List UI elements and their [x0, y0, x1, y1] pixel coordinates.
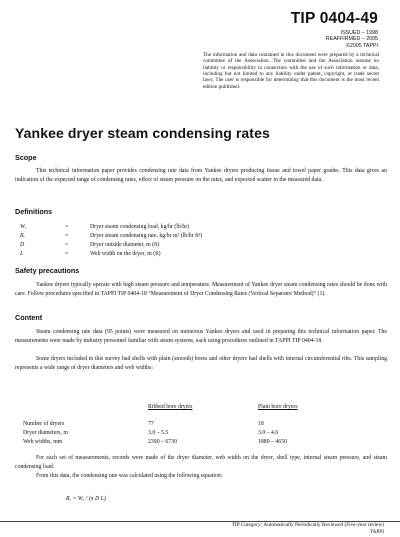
issued-date: ISSUED – 1998	[340, 30, 378, 36]
content-paragraph-1: Steam condensing rate data (95 points) were measured on numerous Yankee dryers and used in preparing this technical information paper. The measurements were made by industry personnel familiar with steam systems, each using procedures outlined in TAPPI TIP 0404-18.	[15, 329, 387, 344]
plain-value: 1880 – 4650	[258, 439, 287, 445]
definition-symbol: Rₑ	[20, 232, 26, 239]
definition-row	[20, 241, 320, 250]
definition-text: Dryer steam condensing rate, kg/hr m² (lb/hr ft²)	[90, 232, 203, 239]
plain-value: 18	[258, 421, 264, 427]
ribbed-value: 2390 – 6730	[148, 439, 177, 445]
definitions-list	[20, 223, 320, 259]
column-header-ribbed: Ribbed bore dryers	[148, 404, 193, 410]
definition-text: Dryer outside diameter, m (ft)	[90, 241, 160, 248]
reaffirmed-date: REAFFIRMED – 2005	[325, 36, 378, 43]
document-title: Yankee dryer steam condensing rates	[15, 125, 270, 141]
definition-text: Web width on the dryer, m (ft)	[90, 250, 161, 257]
category-value: Automatically Periodically Reviewed (Five-year review)	[263, 522, 384, 528]
definition-equals: =	[65, 241, 69, 248]
disclaimer-text: The information and data contained in this document were prepared by a technical committee of the Association. The committee and the Association assume no liability or responsibility in connection with the use of such information or data, including but not limited to any liability under patent, copyright, or trade secret laws. The user is responsible for determining that this document is the most recent edition published.	[203, 52, 379, 90]
category-label: TIP Category:	[231, 522, 263, 528]
safety-text: Yankee dryers typically operate with high steam pressure and temperature. Measurement of Yankee dryer steam condensing rates should be done with care. Follow procedures specified in TAPPI TIP 0404-18 “Measurement of Dryer Condensing Rates (Vertical Separator Method)” (1).	[15, 282, 387, 297]
definition-symbol: Wₑ	[20, 224, 27, 230]
definition-equals: =	[65, 224, 69, 230]
ribbed-value: 3.0 – 5.5	[148, 430, 169, 436]
plain-value: 3.0 – 4.6	[258, 430, 279, 436]
definition-symbol: L	[20, 250, 24, 257]
tip-number: TIP 0404-49	[290, 10, 378, 27]
ribbed-value: 77	[148, 421, 154, 427]
definition-row	[20, 223, 320, 232]
definition-equals: =	[65, 232, 69, 239]
row-label: Dryer diameters, m	[23, 430, 68, 436]
definition-symbol: D	[20, 241, 25, 248]
copyright-notice: ©2005 TAPPI	[346, 42, 378, 49]
definition-equals: =	[65, 250, 69, 257]
condensing-rate-equation: Rₑ = Wₑ / (π D L)	[66, 496, 106, 502]
row-label: Number of dryers	[23, 421, 65, 427]
row-label: Web widths, mm	[23, 439, 63, 445]
footer-organization: TAPPI	[369, 529, 384, 535]
definition-row	[20, 250, 320, 259]
scope-heading: Scope	[15, 153, 37, 162]
column-header-plain: Plain bore dryers	[258, 404, 298, 410]
content-heading: Content	[15, 313, 43, 322]
definition-text: Dryer steam condensing load, kg/hr (lb/hr)	[90, 224, 190, 230]
definition-row	[20, 232, 320, 241]
content-paragraph-4: From this data, the condensing rate was calculated using the following equation:	[36, 473, 223, 479]
safety-heading: Safety precautions	[15, 266, 80, 275]
document-status	[326, 30, 378, 49]
scope-text: This technical information paper provides condensing rate data from Yankee dryers producing tissue and towel paper grades. This data gives an indication of the expected range of condensing rates, effect of steam pressure on the rates, and expected scatter in the measured data.	[15, 168, 387, 183]
definitions-heading: Definitions	[15, 207, 53, 216]
content-paragraph-2: Some dryers included in this survey had shells with plain (smooth) bores and other dryers had shells with internal circumferential ribs. This sampling represents a wide range of dryer diameters and web widths:	[15, 356, 387, 371]
footer-category	[232, 522, 384, 528]
content-paragraph-3: For each set of measurements, records were made of the dryer diameter, web width on the dryer, shell type, internal steam pressure, and steam condensing load.	[15, 455, 387, 470]
